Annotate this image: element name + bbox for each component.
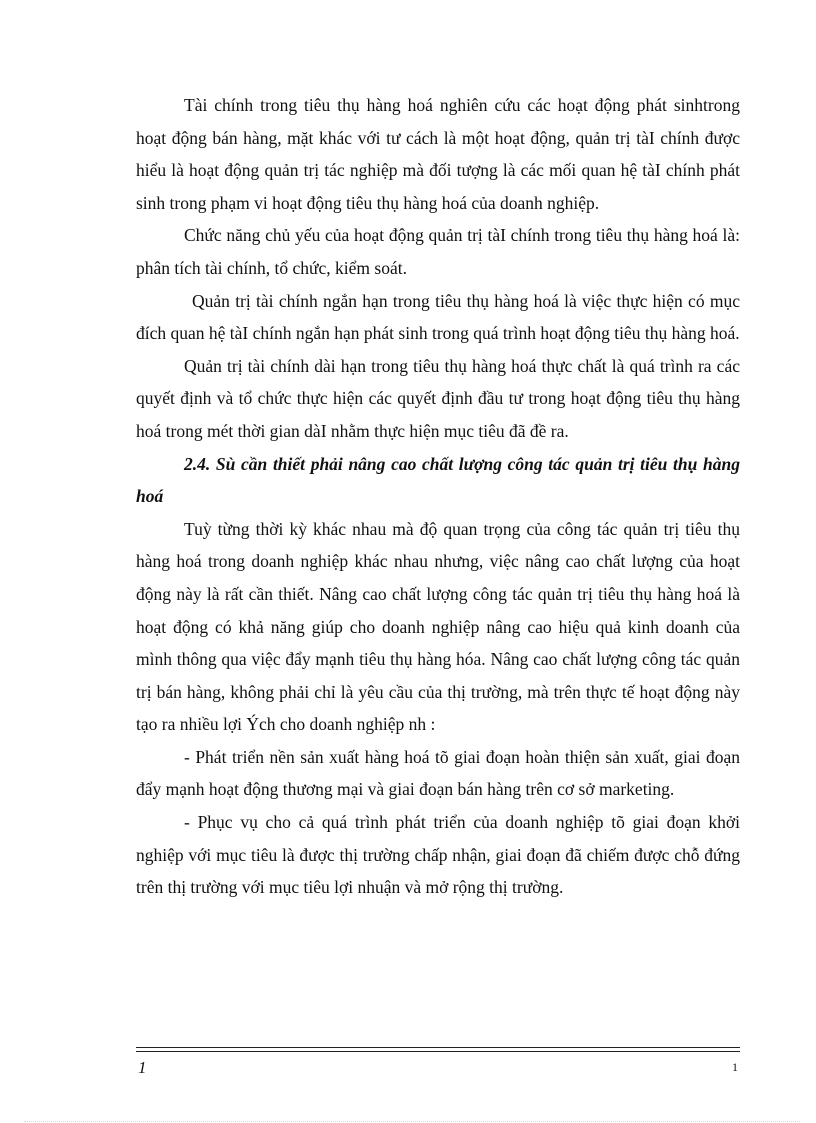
paragraph-short-term-finance: Quản trị tài chính ngắn hạn trong tiêu thụ hàng hoá là việc thực hiện có mục đích quan hệ tàI chính ngắn hạn phát sinh trong quá trình hoạt động tiêu thụ hàng hoá. <box>136 290 740 344</box>
document-body <box>136 89 740 904</box>
list-item-enterprise-development: - Phục vụ cho cả quá trình phát triển của doanh nghiệp tõ giai đoạn khởi nghiệp với mục tiêu là được thị trường chấp nhận, giai đoạn đã chiếm được chỗ đứng trên thị trường với mục tiêu lợi nhuận và mở rộng thị trường. <box>136 812 740 898</box>
paragraph-main-functions: Chức năng chủ yếu của hoạt động quản trị tàI chính trong tiêu thụ hàng hoá là: phân tích tài chính, tổ chức, kiểm soát. <box>136 225 740 278</box>
paragraph-necessity: Tuỳ từng thời kỳ khác nhau mà độ quan trọng của công tác quản trị tiêu thụ hàng hoá trong doanh nghiệp khác nhau nhưng, việc nâng cao chất lượng của hoạt động này là rất cần thiết. Nâng cao chất lượng công tác quản trị tiêu thụ hàng hoá là hoạt động có khả năng giúp cho doanh nghiệp nâng cao hiệu quả kinh doanh của mình thông qua việc đẩy mạnh tiêu thụ hàng hóa. Nâng cao chất lượng công tác quản trị bán hàng, không phải chỉ là yêu cầu của thị trường, mà trên thực tế hoạt động này tạo ra nhiều lợi Ých cho doanh nghiệp nh : <box>136 518 740 735</box>
footer-divider-second <box>136 1051 740 1052</box>
page-bottom-border <box>24 1121 800 1122</box>
list-item-production-development: - Phát triển nền sản xuất hàng hoá tõ giai đoạn hoàn thiện sản xuất, giai đoạn đẩy mạnh hoạt động thương mại và giai đoạn bán hàng trên cơ sở marketing. <box>136 746 740 800</box>
paragraph-financial-intro: Tài chính trong tiêu thụ hàng hoá nghiên cứu các hoạt động phát sinhtrong hoạt động bán hàng, mặt khác với tư cách là một hoạt động, quản trị tàI chính được hiểu là hoạt động quản trị tác nghiệp mà đối tượng là các mối quan hệ tàI chính phát sinh trong phạm vi hoạt động tiêu thụ hàng hoá của doanh nghiệp. <box>136 95 740 213</box>
footer-divider <box>136 1047 740 1048</box>
paragraph-long-term-finance: Quản trị tài chính dài hạn trong tiêu thụ hàng hoá thực chất là quá trình ra các quyết định và tổ chức thực hiện các quyết định đầu tư trong hoạt động tiêu thụ hàng hoá trong mét thời gian dàI nhằm thực hiện mục tiêu đã đề ra. <box>136 355 740 441</box>
footer-left-mark: 1 <box>138 1058 147 1077</box>
page-number: 1 <box>732 1060 738 1074</box>
section-heading-2-4: 2.4. Sù cần thiết phải nâng cao chất lượng công tác quản trị tiêu thụ hàng hoá <box>136 453 740 507</box>
